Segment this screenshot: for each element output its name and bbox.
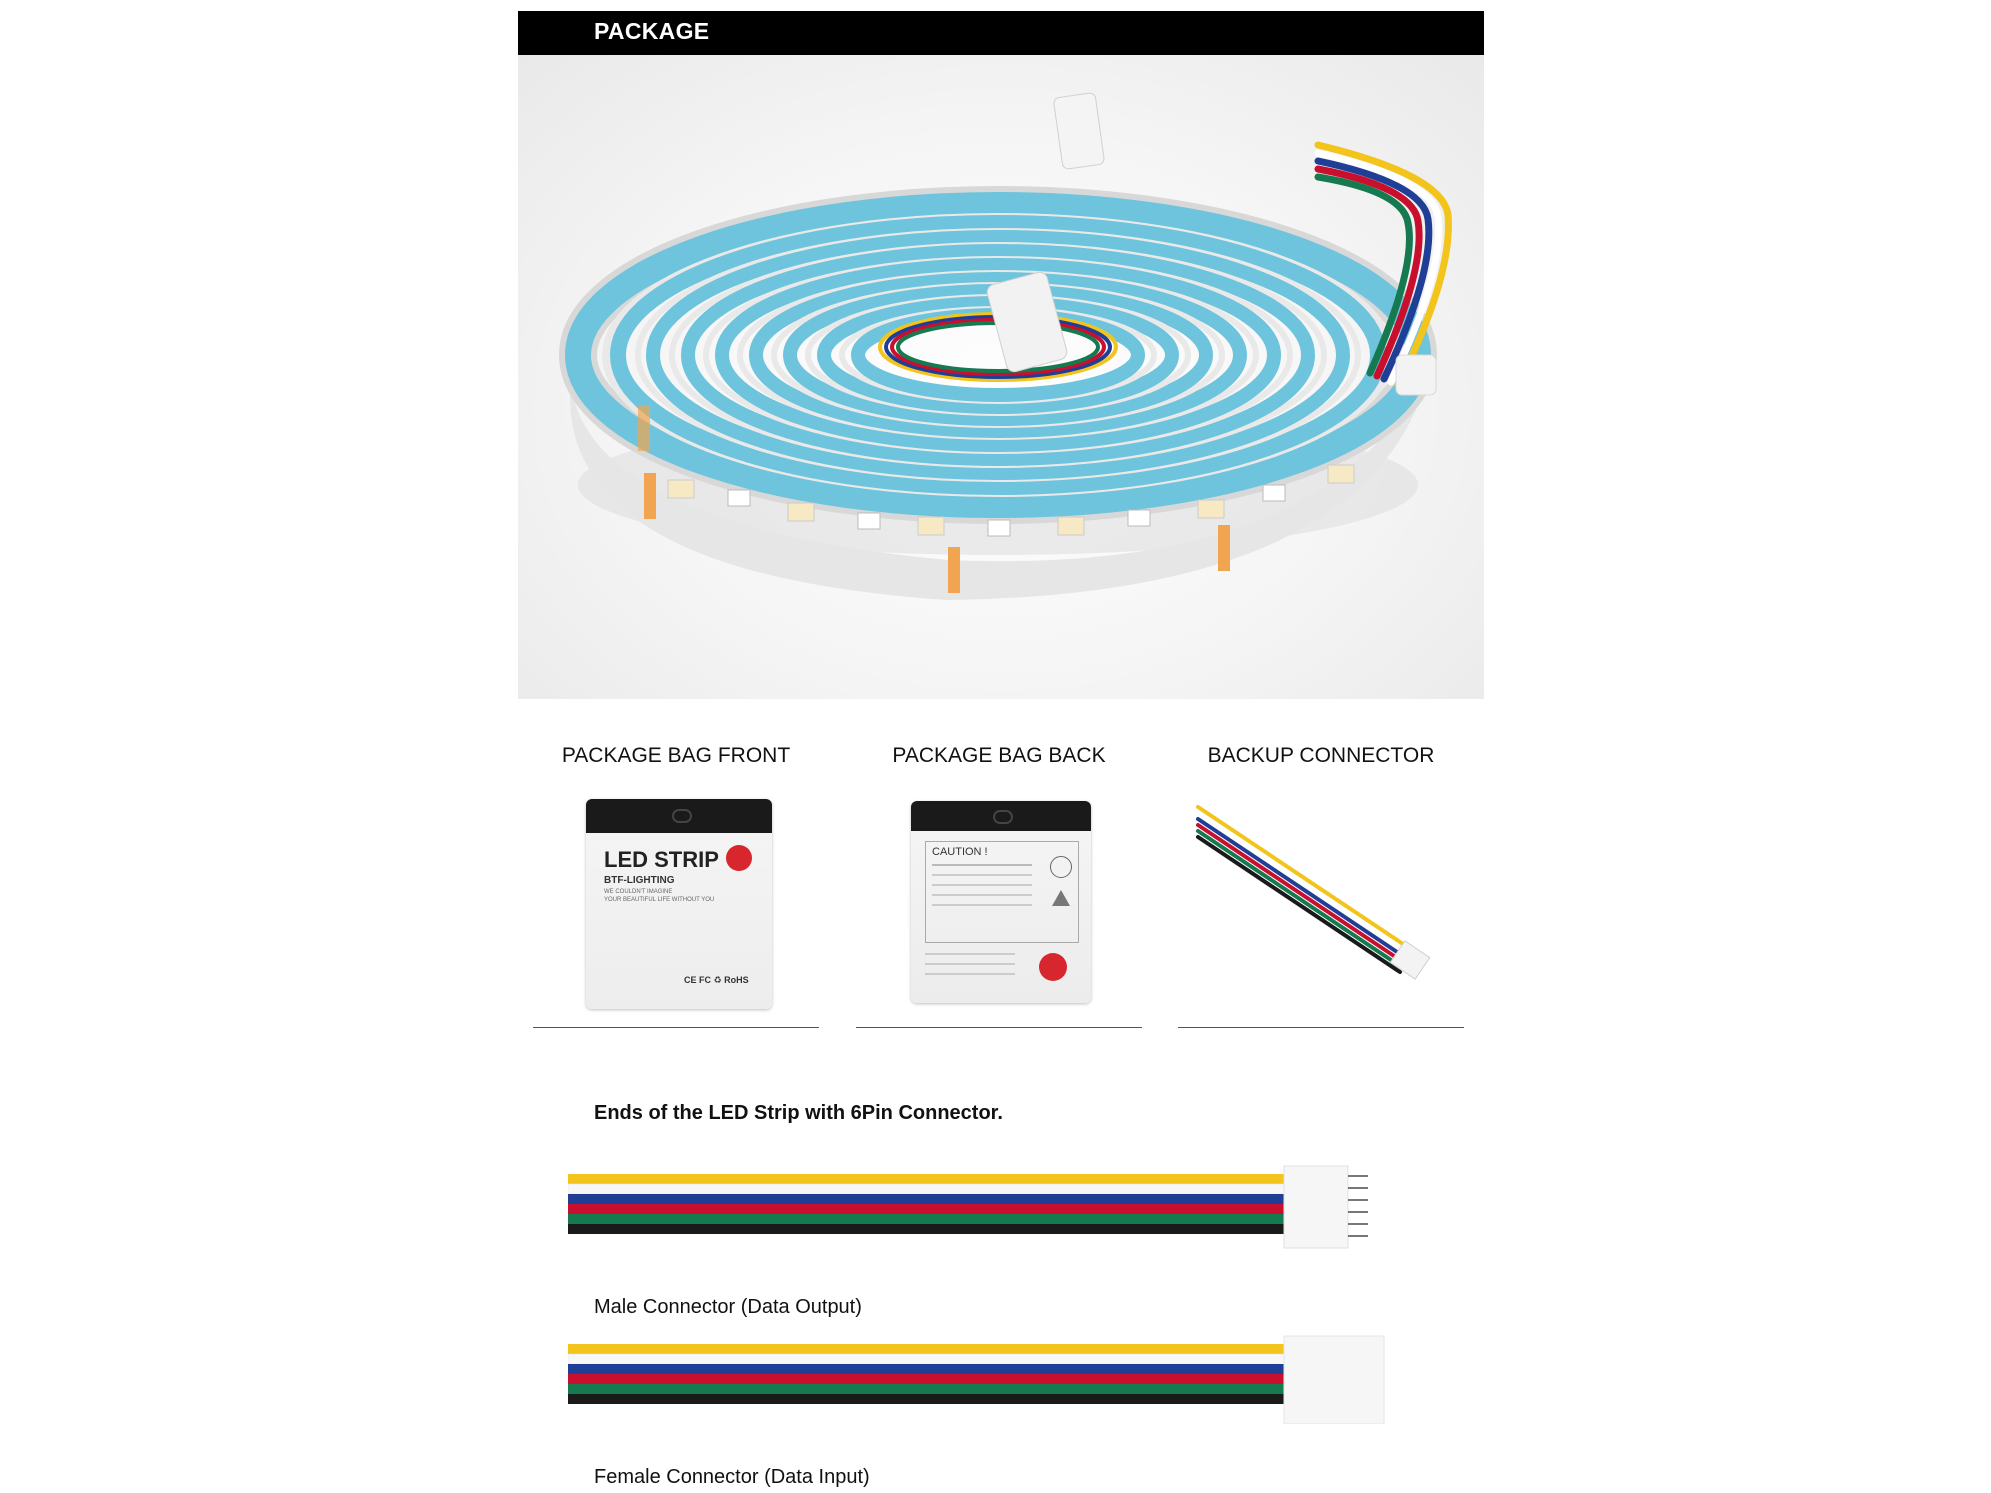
female-connector-image [568, 1330, 1414, 1424]
bag-back [911, 801, 1091, 1003]
caution-title: CAUTION ! [932, 846, 988, 858]
hang-hole [993, 810, 1013, 824]
backup-connector-illustration [1190, 795, 1450, 1013]
backup-connector-image [1190, 795, 1450, 1013]
bag-brand: BTF-LIGHTING [604, 875, 675, 886]
bag-front [586, 799, 772, 1009]
divider [1178, 1027, 1464, 1028]
ends-section-title: Ends of the LED Strip with 6Pin Connector. [594, 1102, 1003, 1124]
male-connector-image [568, 1160, 1414, 1254]
divider [533, 1027, 819, 1028]
bag-tagline-2: YOUR BEAUTIFUL LIFE WITHOUT YOU [604, 897, 715, 903]
package-bag-back-image [911, 795, 1091, 1013]
hang-hole [672, 809, 692, 823]
no-icon [1050, 856, 1072, 878]
section-header [518, 11, 1484, 55]
section-title: PACKAGE [594, 18, 710, 44]
bag-title: LED STRIP [604, 847, 719, 872]
male-connector-illustration [568, 1160, 1414, 1254]
divider [856, 1027, 1142, 1028]
female-connector-caption: Female Connector (Data Input) [594, 1466, 870, 1488]
female-connector-illustration [568, 1330, 1414, 1424]
led-strip-coil-illustration [518, 55, 1484, 699]
warning-icon [1052, 890, 1070, 906]
brand-logo-icon [726, 845, 752, 871]
caution-box [925, 841, 1079, 943]
label-backup-connector: BACKUP CONNECTOR [1207, 744, 1435, 767]
package-bag-front-image [586, 795, 772, 1013]
bag-tagline-1: WE COULDN'T IMAGINE [604, 889, 673, 895]
led-strip-coil-image [518, 55, 1484, 699]
label-package-bag-back: PACKAGE BAG BACK [892, 744, 1106, 767]
label-package-bag-front: PACKAGE BAG FRONT [561, 744, 791, 767]
brand-logo-icon [1039, 953, 1067, 981]
cert-marks: CE FC ♻ RoHS [684, 975, 749, 985]
male-connector-caption: Male Connector (Data Output) [594, 1296, 862, 1318]
